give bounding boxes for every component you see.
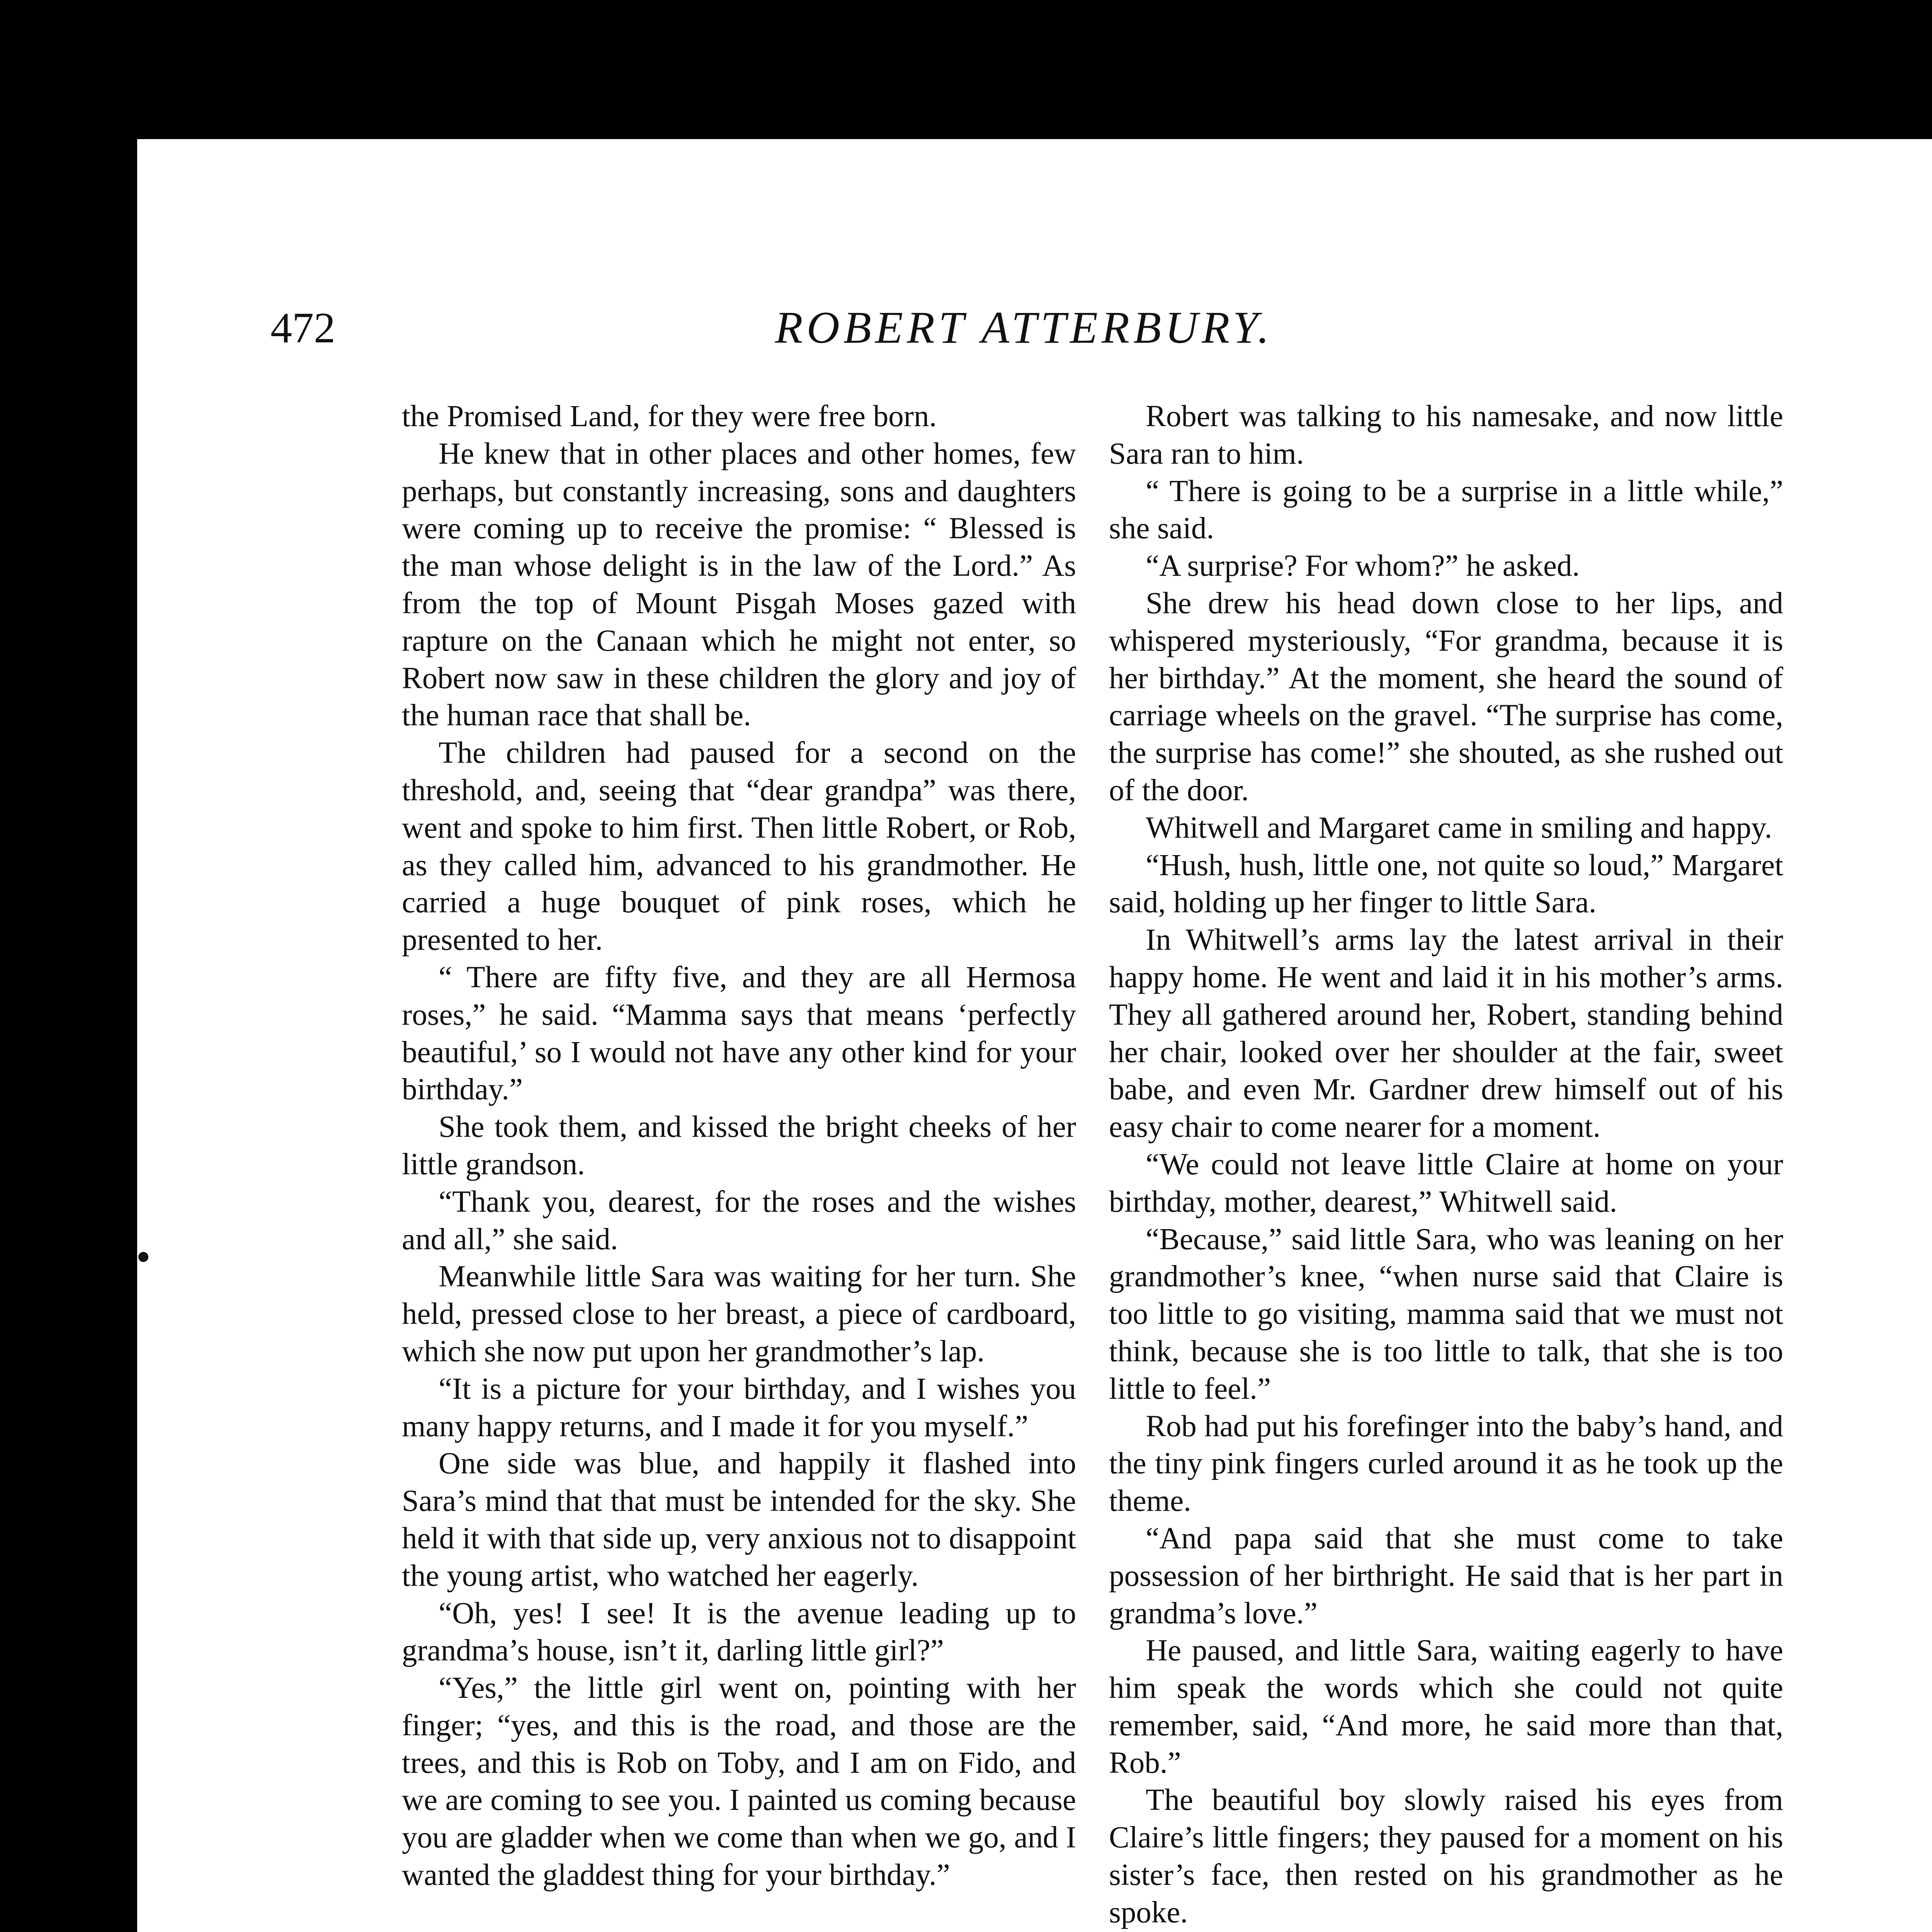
paragraph: “It is a picture for your birthday, and I wishes you many happy returns, and I made it for you myself.” (402, 1372, 1076, 1443)
paragraph: One side was blue, and happily it flashed into Sara’s mind that that must be intended for the sky. She held it with that side up, very anxious not to disappoint the young artist, who watched her eagerly. (402, 1447, 1076, 1593)
paragraph: “We could not leave little Claire at home on your birthday, mother, dearest,” Whitwell said. (1109, 1147, 1783, 1219)
paragraph: the Promised Land, for they were free born. (402, 400, 937, 433)
paragraph: Meanwhile little Sara was waiting for her turn. She held, pressed close to her breast, a piece of cardboard, which she now put upon her grandmother’s lap. (402, 1260, 1076, 1368)
right-column (1109, 398, 1783, 1932)
paragraph: Robert was talking to his namesake, and now little Sara ran to him. (1109, 400, 1783, 471)
page-number: 472 (270, 304, 335, 352)
margin-speck (138, 1252, 148, 1262)
paragraph: The beautiful boy slowly raised his eyes from Claire’s little fingers; they paused for a moment on his sister’s face, then rested on his grandmother as he spoke. (1109, 1783, 1783, 1929)
paragraph: The children had paused for a second on the threshold, and, seeing that “dear grandpa” was there, went and spoke to him first. Then little Robert, or Rob, as they called him, advanced to his grandmother. He carried a huge bouquet of pink roses, which he presented to her. (402, 736, 1076, 957)
paragraph: “Hush, hush, little one, not quite so loud,” Margaret said, holding up her finger to little Sara. (1109, 848, 1783, 920)
paragraph: He paused, and little Sara, waiting eagerly to have him speak the words which she could not quite remember, said, “And more, he said more than that, Rob.” (1109, 1634, 1783, 1780)
paragraph: “Oh, yes! I see! It is the avenue leading up to grandma’s house, isn’t it, darling little girl?” (402, 1596, 1076, 1668)
paragraph: “ There is going to be a surprise in a little while,” she said. (1109, 474, 1783, 546)
paragraph: She drew his head down close to her lips, and whispered mysteriously, “For grandma, because it is her birthday.” At the moment, she heard the sound of carriage wheels on the gravel. “The surprise has come, the surprise has come!” she shouted, as she rushed out of the door. (1109, 586, 1783, 807)
paragraph: “A surprise? For whom?” he asked. (1146, 549, 1580, 583)
paragraph: She took them, and kissed the bright cheeks of her little grandson. (402, 1110, 1076, 1181)
paragraph: Rob had put his forefinger into the baby’s hand, and the tiny pink fingers curled around it as he took up the theme. (1109, 1409, 1783, 1518)
paragraph: Whitwell and Margaret came in smiling and happy. (1146, 811, 1772, 845)
paragraph: “ There are fifty five, and they are all Hermosa roses,” he said. “Mamma says that means ‘perfectly beautiful,’ so I would not have any other kind for your birthday.” (402, 960, 1076, 1107)
paragraph: In Whitwell’s arms lay the latest arrival in their happy home. He went and laid it in his mother’s arms. They all gathered around her, Robert, standing behind her chair, looked over her shoulder at the fair, sweet babe, and even Mr. Gardner drew himself out of his easy chair to come nearer for a moment. (1109, 923, 1783, 1144)
running-head: ROBERT ATTERBURY. (775, 302, 1273, 353)
left-column (402, 398, 1076, 1894)
paragraph: “And papa said that she must come to take possession of her birthright. He said that is her part in grandma’s love.” (1109, 1521, 1783, 1630)
paragraph: “Thank you, dearest, for the roses and the wishes and all,” she said. (402, 1185, 1076, 1256)
paragraph: “Yes,” the little girl went on, pointing with her finger; “yes, and this is the road, and those are the trees, and this is Rob on Toby, and I am on Fido, and we are coming to see you. I painted us coming because you are gladder when we come than when we go, and I wanted the gladdest thing for your birthday.” (402, 1671, 1076, 1892)
paragraph: He knew that in other places and other homes, few perhaps, but constantly increasing, sons and daughters were coming up to receive the promise: “ Blessed is the man whose delight is in the law of the Lord.” As from the top of Mount Pisgah Moses gazed with rapture on the Canaan which he might not enter, so Robert now saw in these children the glory and joy of the human race that shall be. (402, 437, 1076, 733)
paragraph: “Because,” said little Sara, who was leaning on her grandmother’s knee, “when nurse said that Claire is too little to go visiting, mamma said that we must not think, because she is too little to talk, that she is too little to feel.” (1109, 1222, 1783, 1406)
